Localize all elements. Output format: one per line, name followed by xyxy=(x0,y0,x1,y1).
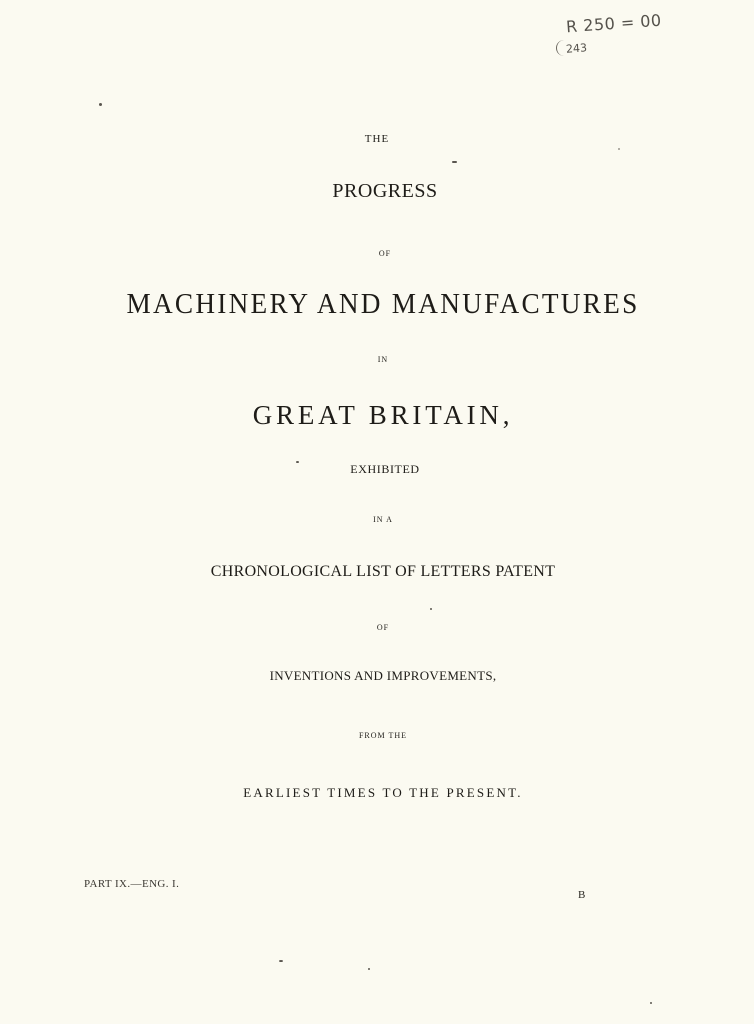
paper-speck xyxy=(296,461,299,463)
subtitle-inventions: INVENTIONS AND IMPROVEMENTS, xyxy=(269,668,497,683)
subtitle-earliest-times: EARLIEST TIMES TO THE PRESENT. xyxy=(243,785,523,800)
signature-mark: B xyxy=(578,889,586,901)
connector-in: IN xyxy=(377,355,389,364)
paper-speck xyxy=(279,960,283,962)
title-the: THE xyxy=(364,133,390,145)
connector-in-a: IN A xyxy=(373,515,393,524)
connector-from-the: FROM THE xyxy=(358,731,408,740)
title-progress: PROGRESS xyxy=(332,180,438,202)
paper-speck xyxy=(430,608,432,610)
paper-speck xyxy=(618,148,620,150)
paper-speck xyxy=(650,1002,652,1004)
title-great-britain: GREAT BRITAIN, xyxy=(252,400,514,430)
paper-speck xyxy=(99,103,102,106)
pencil-price-note: R 250 = 00 xyxy=(565,10,663,37)
pencil-number-note: 243 xyxy=(565,41,588,56)
title-machinery: MACHINERY AND MANUFACTURES xyxy=(126,288,640,320)
paper-speck xyxy=(452,161,457,163)
subtitle-exhibited: EXHIBITED xyxy=(350,462,420,476)
part-label: PART IX.—ENG. I. xyxy=(84,878,180,890)
subtitle-chronological-list: CHRONOLOGICAL LIST OF LETTERS PATENT xyxy=(210,563,556,580)
connector-of-2: OF xyxy=(376,623,390,632)
paper-speck xyxy=(368,968,370,970)
connector-of: OF xyxy=(378,249,392,258)
